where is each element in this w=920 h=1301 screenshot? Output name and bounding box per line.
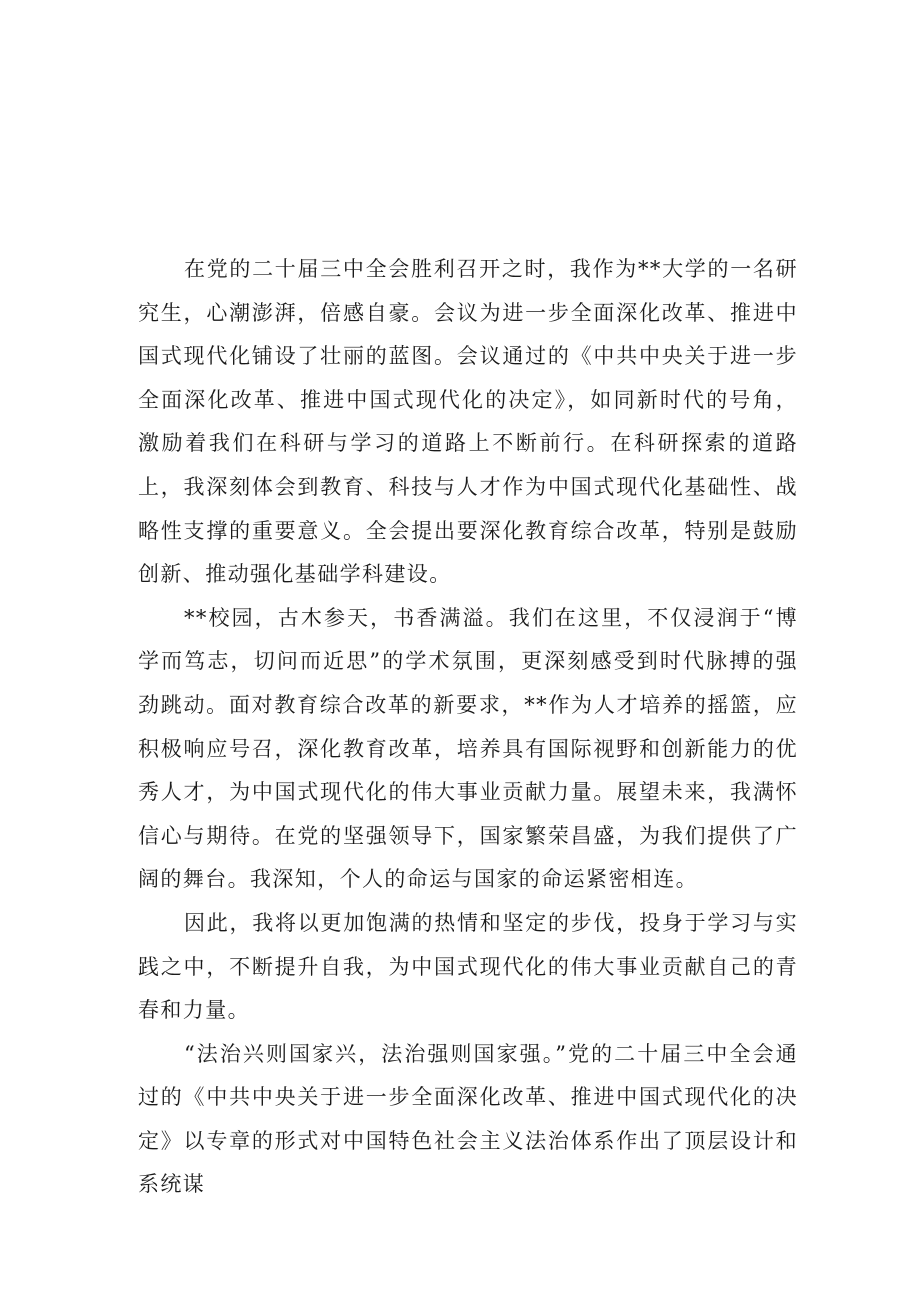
paragraph-2: **校园，古木参天，书香满溢。我们在这里，不仅浸润于“博学而笃志，切问而近思”的学术氛围，更深刻感受到时代脉搏的强劲跳动。面对教育综合改革的新要求，**作为人才培养的摇篮，应积极响应号召，深化教育改革，培养具有国际视野和创新能力的优秀人才，为中国式现代化的伟大事业贡献力量。展望未来，我满怀信心与期待。在党的坚强领导下，国家繁荣昌盛，为我们提供了广阔的舞台。我深知，个人的命运与国家的命运紧密相连。: [138, 605, 798, 892]
document-body: [138, 248, 798, 1207]
paragraph-4: “法治兴则国家兴，法治强则国家强。”党的二十届三中全会通过的《中共中央关于进一步全面深化改革、推进中国式现代化的决定》以专章的形式对中国特色社会主义法治体系作出了顶层设计和系统谋: [138, 1041, 798, 1197]
paragraph-1: 在党的二十届三中全会胜利召开之时，我作为**大学的一名研究生，心潮澎湃，倍感自豪。会议为进一步全面深化改革、推进中国式现代化铺设了壮丽的蓝图。会议通过的《中共中央关于进一步全面深化改革、推进中国式现代化的决定》，如同新时代的号角，激励着我们在科研与学习的道路上不断前行。在科研探索的道路上，我深刻体会到教育、科技与人才作为中国式现代化基础性、战略性支撑的重要意义。全会提出要深化教育综合改革，特别是鼓励创新、推动强化基础学科建设。: [138, 257, 798, 587]
paragraph-3: 因此，我将以更加饱满的热情和坚定的步伐，投身于学习与实践之中，不断提升自我，为中国式现代化的伟大事业贡献自己的青春和力量。: [138, 910, 798, 1023]
